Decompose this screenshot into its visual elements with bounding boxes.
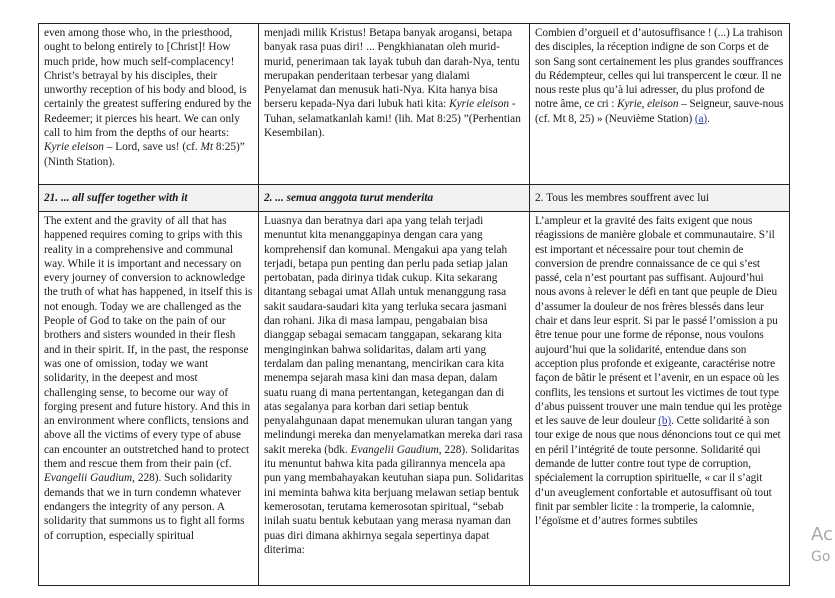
- table-row-top: [39, 24, 790, 185]
- text-segment: 8:25)” (Ninth Station).: [44, 141, 245, 168]
- cell-english-top: [39, 24, 259, 185]
- text-segment: - Tuhan, selamatkanlah kami! (lih. Mat 8:25) ”(Perhentian Kesembilan).: [264, 98, 521, 140]
- text-segment: even among those who, in the priesthood, ought to belong entirely to [Christ]! How much pride, how much self-complacency! Christ’s betrayal by his disciples, their unworthy reception of his body and blood, is certainly the greatest suffering endured by the Redeemer; it pierces his heart. We can only call to him from the depths of our hearts:: [44, 27, 252, 140]
- text-segment: – Lord, save us! (cf.: [103, 141, 201, 154]
- table-row-body: [39, 212, 790, 586]
- cell-french-top: [530, 24, 790, 185]
- italic-text: Evangelii Gaudium: [44, 472, 133, 485]
- heading-indonesian: 2. ... semua anggota turut menderita: [259, 185, 530, 212]
- text-segment: .: [707, 112, 710, 125]
- watermark-line-2: Go: [811, 549, 831, 565]
- table-row-headings: [39, 185, 790, 212]
- italic-text: Kyrie, eleison: [617, 98, 679, 111]
- watermark-line-1: Ac: [811, 524, 833, 545]
- text-segment: Combien d’orgueil et d’autosuffisance ! (...) La trahison des disciples, la réception indigne de son Corps et de son Sang sont certainement les plus grandes souffrances du Rédempteur, celles qui lui transpercent le cœur. Il ne nous reste plus qu’à lui adresser, du plus profond de notre âme, ce cri :: [535, 27, 784, 111]
- cell-indonesian-body: [259, 212, 530, 586]
- text-segment: . Cette solidarité à son tour exige de nous que nous dénoncions tout ce qui met en péril l’intégrité de toute personne. Solidarité qui demande de lutter contre tout type de corruption, spécialement la corruption spirituelle, « car il s’agit d’un aveuglement confortable et autosuffisant où tout finit par sembler licite : la tromperie, la calomnie, l’égoïsme et d’autres formes subtiles: [535, 415, 781, 528]
- italic-text: Evangelii Gaudium: [350, 443, 439, 456]
- italic-text: Kyrie eleison: [449, 98, 509, 111]
- text-segment: Luasnya dan beratnya dari apa yang telah terjadi menuntut kita menanggapinya dengan cara yang komprehensif dan komunal. Mengakui apa yang telah terjadi, betapa pun penting dan perlu pada setiap jalan pertobatan, pada dirinya tidak cukup. Kita sekarang ditantang sebagai umat Allah untuk menanggung rasa sakit saudara-saudari kita yang terluka secara jasmani dan rohani. Jika di masa lampau, pengabaian bisa dianggap sebagai semacam tanggapan, sekarang kita menginginkan bahwa solidaritas, dalam arti yang terdalam dan paling menantang, mencirikan cara kita menempa sejarah masa kini dan masa depan, dalam suatu ruang di mana pertentangan, ketegangan dan di atas segalanya para korban dari setiap bentuk penyalahgunaan dapat menemukan uluran tangan yang melindungi mereka dan menyelamatkan mereka dari rasa sakit mereka (bdk.: [264, 215, 523, 456]
- trilingual-text-table: [38, 23, 790, 586]
- footnote-link-a[interactable]: (a): [694, 112, 708, 125]
- text-segment: – Seigneur, sauve-nous (cf. Mt 8, 25) » (Neuvième Station): [535, 98, 784, 125]
- italic-text: Kyrie eleison: [44, 141, 104, 154]
- text-segment: L’ampleur et la gravité des faits exigent que nous réagissions de manière globale et communautaire. S’il est important et nécessaire pour tout chemin de conversion de prendre connaissance de ce qui s’est passé, cela n’est pourtant pas suffisant. Aujourd’hui nous avons à relever le défi en tant que peuple de Dieu d’assumer la douleur de nos frères blessés dans leur chair et dans leur esprit. Si par le passé l’omission a pu être tenue pour une forme de réponse, nous voulons aujourd’hui que la solidarité, entendue dans son acception plus profonde et exigeante, caractérise notre façon de bâtir le présent et l’avenir, en un espace où les conflits, les tensions et surtout les victimes de tout type d’abus puissent trouver une main tendue qui les protège et les sauve de leur douleur: [535, 215, 782, 428]
- heading-english: 21. ... all suffer together with it: [39, 185, 259, 212]
- cell-indonesian-top: [259, 24, 530, 185]
- cell-english-body: [39, 212, 259, 586]
- activation-watermark: [811, 524, 833, 568]
- text-segment: , 228). Solidaritas itu menuntut bahwa kita pada gilirannya mencela apa pun yang membahayakan keutuhan siapa pun. Solidaritas ini meminta bahwa kita berjuang melawan setiap bentuk kemerosotan, terutama kemerosotan spiritual, “sebab inilah suatu bentuk kebutaan yang merasa nyaman dan puas diri dimana akhirnya segala sepertinya dapat diterima:: [264, 443, 524, 556]
- footnote-link-b[interactable]: (b): [658, 415, 672, 428]
- text-segment: , 228). Such solidarity demands that we in turn condemn whatever endangers the integrity of any person. A solidarity that summons us to fight all forms of corruption, especially spiritual: [44, 472, 245, 542]
- cell-french-body: [530, 212, 790, 586]
- heading-french: 2. Tous les membres souffrent avec lui: [530, 185, 790, 212]
- italic-text: Mt: [200, 141, 214, 154]
- text-segment: The extent and the gravity of all that has happened requires coming to grips with this reality in a comprehensive and communal way. While it is important and necessary on every journey of conversion to acknowledge the truth of what has happened, in itself this is not enough. Today we are challenged as the People of God to take on the pain of our brothers and sisters wounded in their flesh and in their spirit. If, in the past, the response was one of omission, today we want solidarity, in the deepest and most challenging sense, to become our way of forging present and future history. And this in an environment where conflicts, tensions and above all the victims of every type of abuse can encounter an outstretched hand to protect them and rescue them from their pain (cf.: [44, 215, 253, 471]
- text-segment: menjadi milik Kristus! Betapa banyak arogansi, betapa banyak rasa puas diri! ... Pengkhianatan oleh murid-murid, penerimaan tak layak tubuh dan darah-Nya, tentu merupakan penderitaan terbesar yang dialami Penyelamat dan menusuk hati-Nya. Kita hanya bisa berseru kepada-Nya dari lubuk hati kita:: [264, 27, 520, 111]
